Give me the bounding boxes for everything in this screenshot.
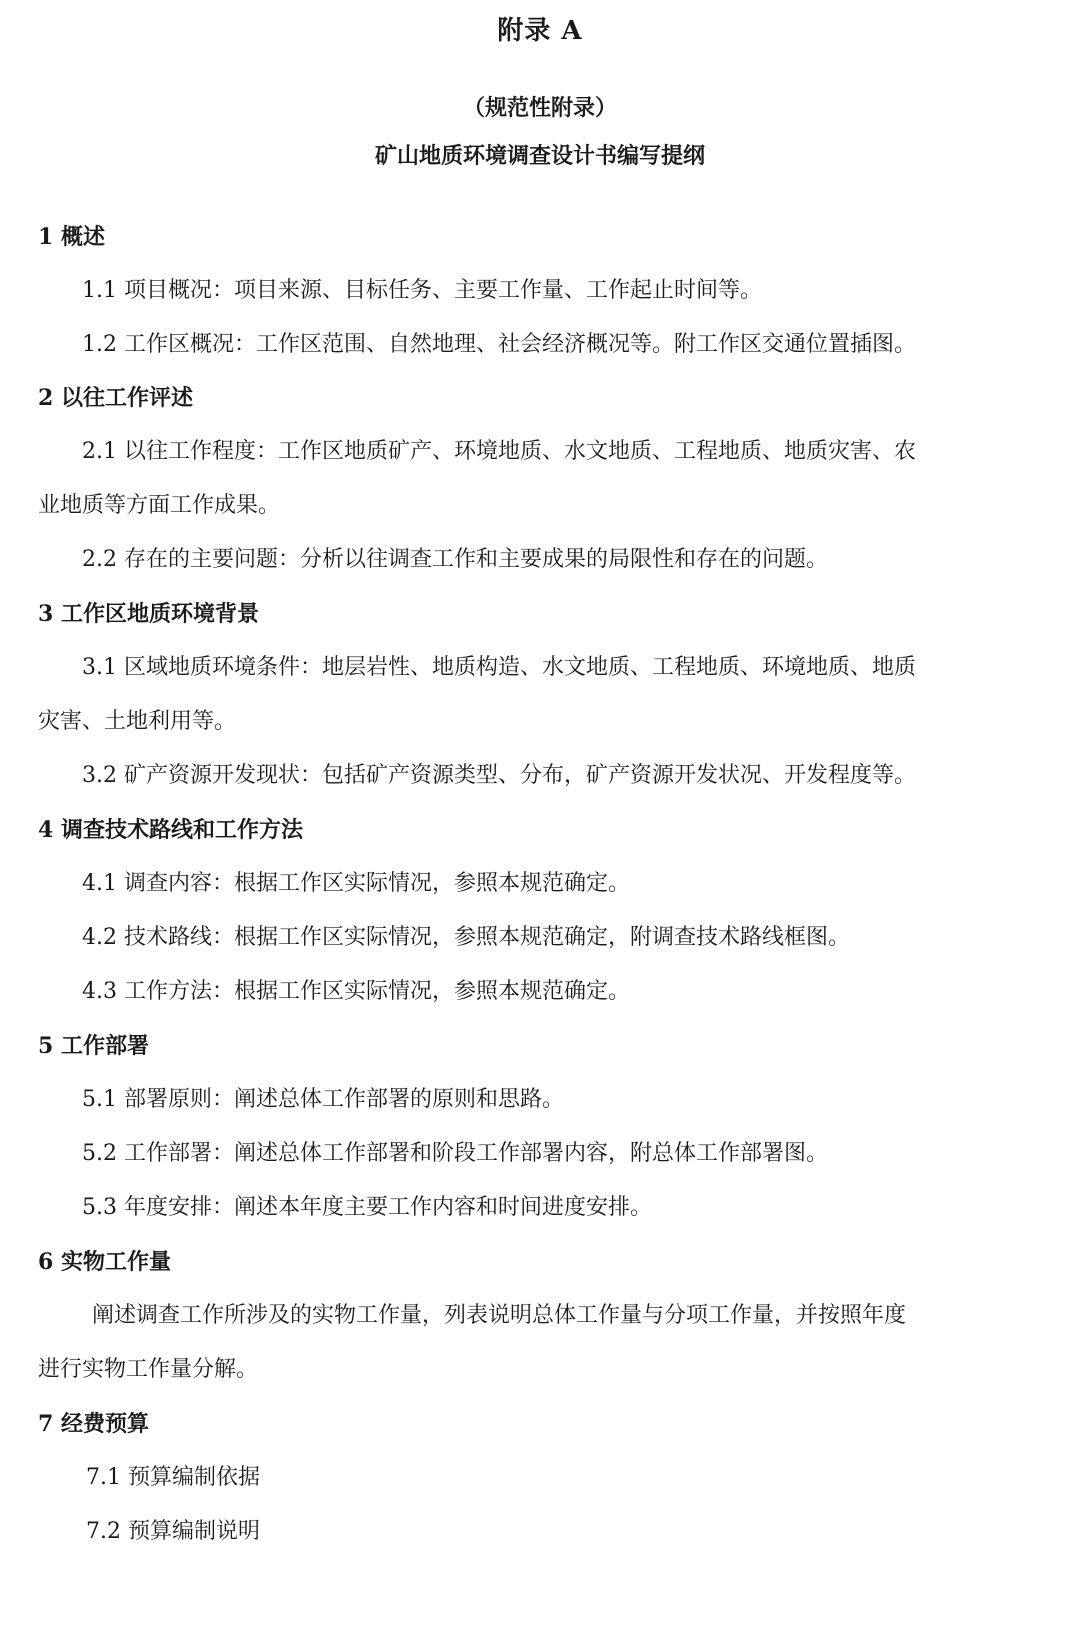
document-title: 矿山地质环境调查设计书编写提纲 (374, 143, 705, 169)
section-5-item-1: 5.1 部署原则：阐述总体工作部署的原则和思路。 (82, 1087, 564, 1112)
section-heading-7: 7 经费预算 (38, 1411, 149, 1437)
section-3-item-1-continued: 灾害、土地利用等。 (38, 709, 237, 734)
section-6-paragraph-continued: 进行实物工作量分解。 (38, 1357, 259, 1382)
section-7-item-1: 7.1 预算编制依据 (86, 1465, 260, 1490)
section-4-item-3: 4.3 工作方法：根据工作区实际情况，参照本规范确定。 (82, 979, 630, 1004)
section-heading-6: 6 实物工作量 (38, 1249, 171, 1275)
section-2-item-1: 2.1 以往工作程度：工作区地质矿产、环境地质、水文地质、工程地质、地质灾害、农 (82, 439, 916, 464)
section-heading-2: 2 以往工作评述 (38, 385, 193, 411)
section-4-item-1: 4.1 调查内容：根据工作区实际情况，参照本规范确定。 (82, 871, 630, 896)
section-5-item-2: 5.2 工作部署：阐述总体工作部署和阶段工作部署内容，附总体工作部署图。 (82, 1141, 828, 1166)
section-2-item-1-continued: 业地质等方面工作成果。 (38, 493, 281, 518)
section-heading-3: 3 工作区地质环境背景 (38, 601, 259, 627)
appendix-subtitle: （规范性附录） (462, 95, 617, 121)
section-7-item-2: 7.2 预算编制说明 (86, 1519, 260, 1544)
section-heading-5: 5 工作部署 (38, 1033, 149, 1059)
section-4-item-2: 4.2 技术路线：根据工作区实际情况，参照本规范确定，附调查技术路线框图。 (82, 925, 850, 950)
section-2-item-2: 2.2 存在的主要问题：分析以往调查工作和主要成果的局限性和存在的问题。 (82, 547, 828, 572)
section-5-item-3: 5.3 年度安排：阐述本年度主要工作内容和时间进度安排。 (82, 1195, 652, 1220)
section-1-item-2: 1.2 工作区概况：工作区范围、自然地理、社会经济概况等。附工作区交通位置插图。 (82, 332, 916, 357)
section-6-paragraph: 阐述调查工作所涉及的实物工作量，列表说明总体工作量与分项工作量，并按照年度 (92, 1303, 907, 1328)
section-3-item-2: 3.2 矿产资源开发现状：包括矿产资源类型、分布，矿产资源开发状况、开发程度等。 (82, 763, 916, 788)
section-3-item-1: 3.1 区域地质环境条件：地层岩性、地质构造、水文地质、工程地质、环境地质、地质 (82, 655, 916, 680)
appendix-title: 附录 A (497, 16, 583, 46)
section-heading-1: 1 概述 (38, 224, 105, 250)
section-heading-4: 4 调查技术路线和工作方法 (38, 817, 303, 843)
section-1-item-1: 1.1 项目概况：项目来源、目标任务、主要工作量、工作起止时间等。 (82, 278, 762, 303)
